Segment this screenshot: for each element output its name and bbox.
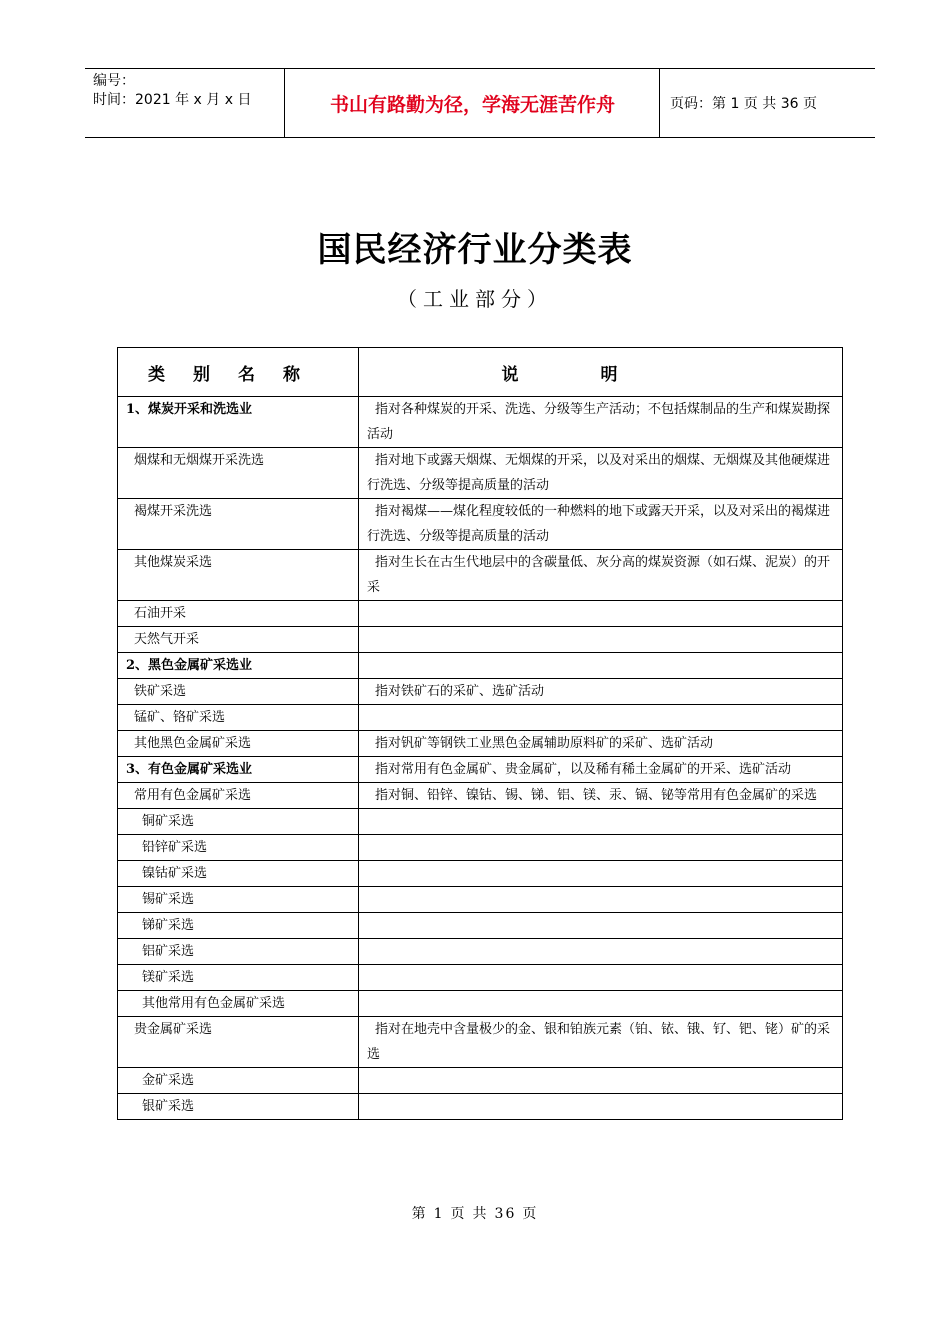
table-row (118, 939, 843, 965)
table-row (118, 809, 843, 835)
column-header-description: 说明 (359, 348, 843, 397)
document-time-label: 时间：2021 年 x 月 x 日 (93, 92, 252, 108)
row-category-name: 天然气开采 (118, 627, 359, 653)
row-description (359, 861, 843, 887)
row-description: 指对钒矿等钢铁工业黑色金属辅助原料矿的采矿、选矿活动 (359, 731, 843, 757)
row-description: 指对铁矿石的采矿、选矿活动 (359, 679, 843, 705)
page-header (85, 68, 875, 138)
document-number-label: 编号： (93, 73, 135, 89)
row-category-name: 铜矿采选 (118, 809, 359, 835)
row-description (359, 705, 843, 731)
table-row (118, 601, 843, 627)
row-category-name: 铝矿采选 (118, 939, 359, 965)
row-category-name: 锰矿、铬矿采选 (118, 705, 359, 731)
table-row (118, 731, 843, 757)
document-subtitle: （工业部分） (397, 287, 553, 311)
row-description: 指对铜、铅锌、镍钴、锡、锑、铝、镁、汞、镉、铋等常用有色金属矿的采选 (359, 783, 843, 809)
table-row (118, 705, 843, 731)
table-row (118, 653, 843, 679)
row-category-name: 1、煤炭开采和洗选业 (118, 397, 359, 448)
row-category-name: 3、有色金属矿采选业 (118, 757, 359, 783)
table-row (118, 1068, 843, 1094)
row-category-name: 金矿采选 (118, 1068, 359, 1094)
row-description (359, 887, 843, 913)
row-category-name: 烟煤和无烟煤开采洗选 (118, 448, 359, 499)
row-description (359, 601, 843, 627)
table-row (118, 397, 843, 448)
table-row (118, 448, 843, 499)
table-row (118, 499, 843, 550)
table-row (118, 965, 843, 991)
row-category-name: 锑矿采选 (118, 913, 359, 939)
document-title: 国民经济行业分类表 (317, 230, 633, 270)
row-description (359, 965, 843, 991)
row-category-name: 贵金属矿采选 (118, 1017, 359, 1068)
page-footer: 第 1 页 共 36 页 (411, 1206, 539, 1222)
table-row (118, 1094, 843, 1120)
row-description: 指对地下或露天烟煤、无烟煤的开采，以及对采出的烟煤、无烟煤及其他硬煤进行洗选、分级等提高质量的活动 (359, 448, 843, 499)
row-description (359, 835, 843, 861)
row-description: 指对常用有色金属矿、贵金属矿，以及稀有稀土金属矿的开采、选矿活动 (359, 757, 843, 783)
table-row (118, 783, 843, 809)
row-category-name: 褐煤开采洗选 (118, 499, 359, 550)
row-description: 指对在地壳中含量极少的金、银和铂族元素（铂、铱、锇、钌、钯、铑）矿的采选 (359, 1017, 843, 1068)
table-row (118, 861, 843, 887)
table-row (118, 1017, 843, 1068)
row-category-name: 银矿采选 (118, 1094, 359, 1120)
table-row (118, 835, 843, 861)
row-category-name: 其他常用有色金属矿采选 (118, 991, 359, 1017)
row-category-name: 铁矿采选 (118, 679, 359, 705)
row-description (359, 991, 843, 1017)
row-category-name: 锡矿采选 (118, 887, 359, 913)
row-description (359, 939, 843, 965)
row-description (359, 913, 843, 939)
column-header-name: 类别名称 (118, 348, 359, 397)
row-description (359, 1068, 843, 1094)
table-row (118, 887, 843, 913)
row-description (359, 653, 843, 679)
header-meta (85, 69, 285, 137)
footer-page-number: 1 (433, 1206, 445, 1222)
table-row (118, 991, 843, 1017)
table-row (118, 913, 843, 939)
table-row (118, 757, 843, 783)
row-description (359, 1094, 843, 1120)
table-row (118, 627, 843, 653)
row-category-name: 铅锌矿采选 (118, 835, 359, 861)
row-description: 指对生长在古生代地层中的含碳量低、灰分高的煤炭资源（如石煤、泥炭）的开采 (359, 550, 843, 601)
row-category-name: 其他黑色金属矿采选 (118, 731, 359, 757)
row-category-name: 其他煤炭采选 (118, 550, 359, 601)
industry-classification-table (117, 347, 843, 1120)
footer-total-pages: 36 (494, 1206, 517, 1222)
table-row (118, 550, 843, 601)
table-row (118, 679, 843, 705)
row-description: 指对褐煤——煤化程度较低的一种燃料的地下或露天开采，以及对采出的褐煤进行洗选、分级等提高质量的活动 (359, 499, 843, 550)
row-category-name: 石油开采 (118, 601, 359, 627)
row-category-name: 2、黑色金属矿采选业 (118, 653, 359, 679)
row-category-name: 常用有色金属矿采选 (118, 783, 359, 809)
header-motto: 书山有路勤为径，学海无涯苦作舟 (286, 69, 660, 137)
row-category-name: 镁矿采选 (118, 965, 359, 991)
row-description: 指对各种煤炭的开采、洗选、分级等生产活动；不包括煤制品的生产和煤炭勘探活动 (359, 397, 843, 448)
header-page-label: 页码：第 1 页 共 36 页 (670, 96, 817, 112)
row-description (359, 627, 843, 653)
row-description (359, 809, 843, 835)
row-category-name: 镍钴矿采选 (118, 861, 359, 887)
